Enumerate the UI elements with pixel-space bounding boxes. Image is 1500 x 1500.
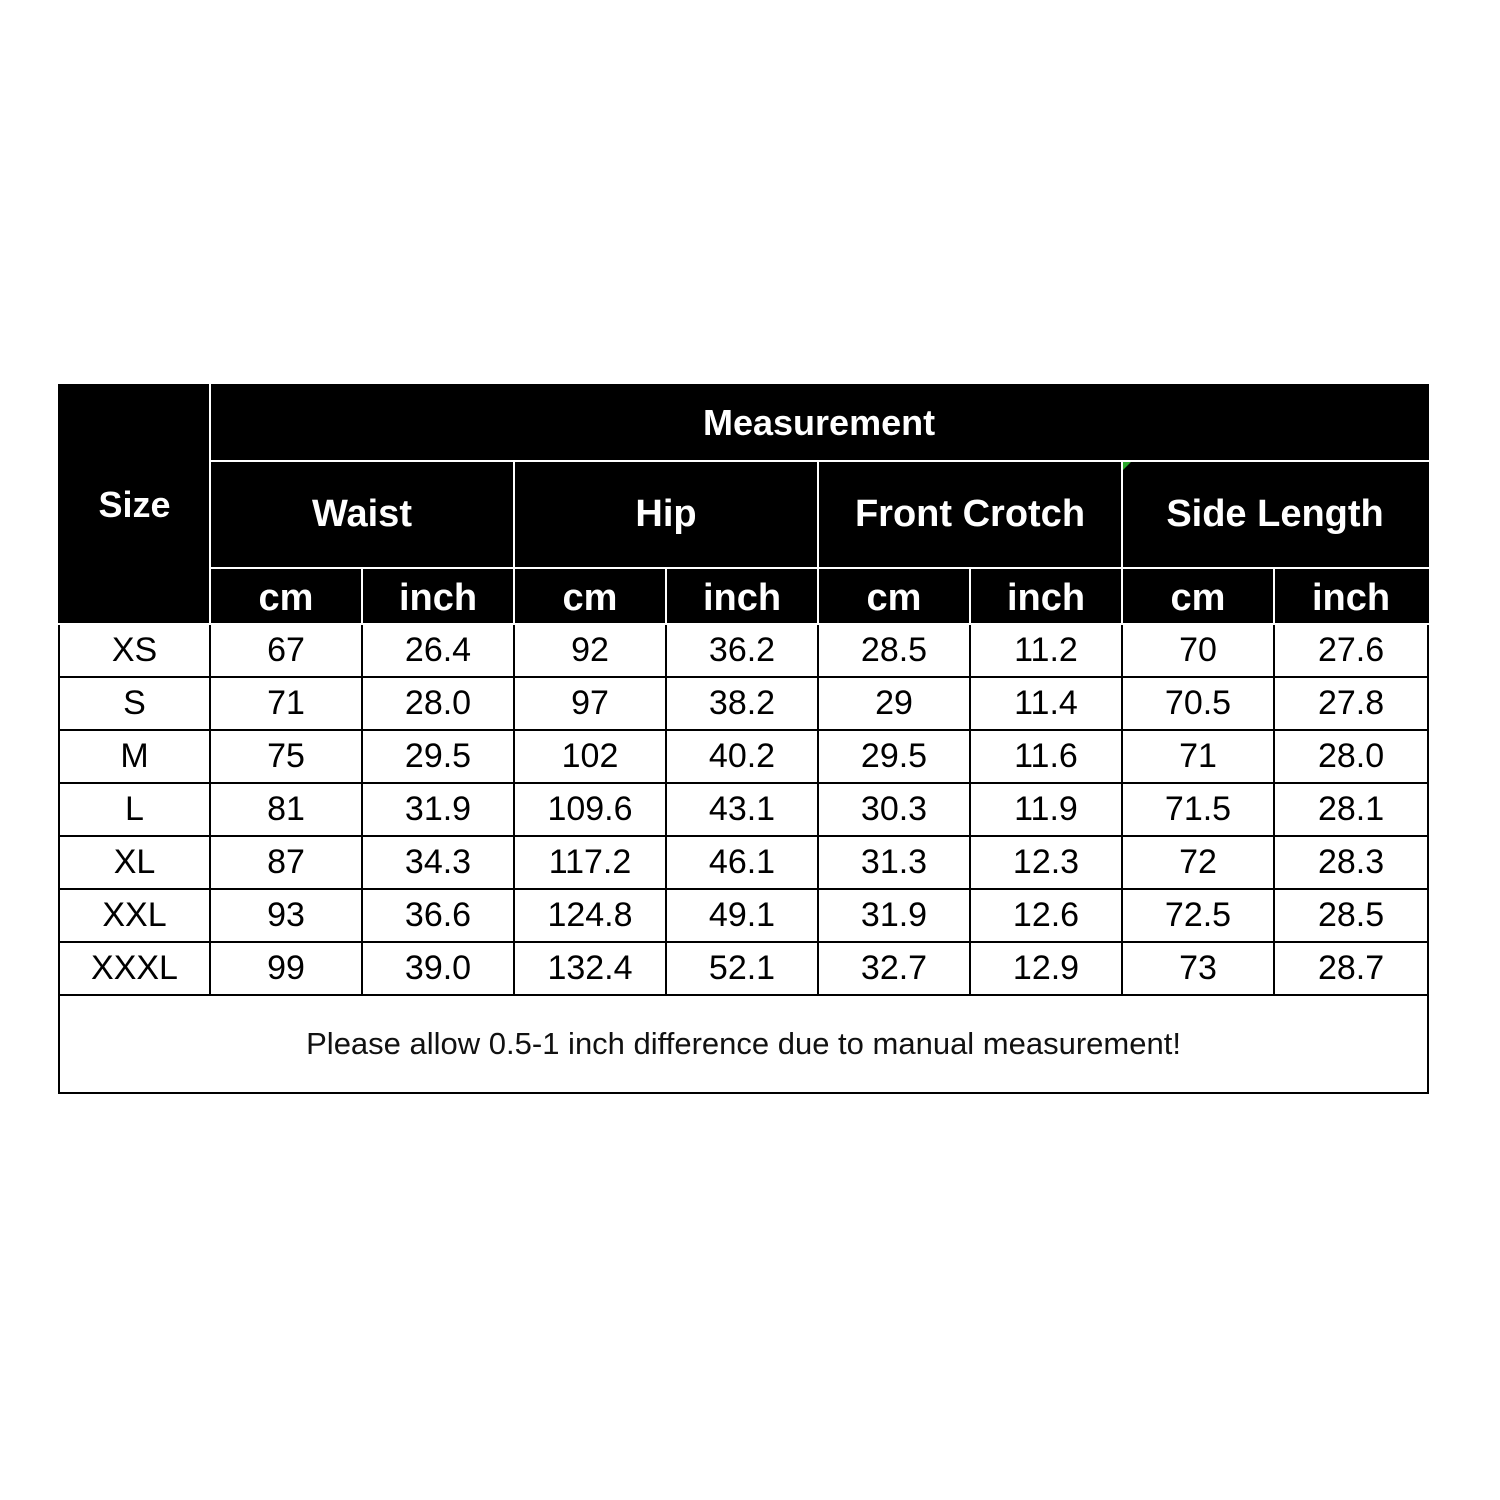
value-cell: 12.6	[970, 889, 1122, 942]
value-cell: 92	[514, 624, 666, 677]
measurement-note: Please allow 0.5-1 inch difference due to manual measurement!	[59, 995, 1428, 1093]
note-row	[59, 995, 1428, 1093]
measurement-header: Measurement	[210, 385, 1428, 461]
table-row	[59, 677, 1428, 730]
size-cell: XXL	[59, 889, 210, 942]
value-cell: 102	[514, 730, 666, 783]
table-row	[59, 783, 1428, 836]
value-cell: 31.9	[818, 889, 970, 942]
value-cell: 72.5	[1122, 889, 1274, 942]
value-cell: 81	[210, 783, 362, 836]
value-cell: 11.4	[970, 677, 1122, 730]
group-header-waist: Waist	[210, 461, 514, 568]
value-cell: 38.2	[666, 677, 818, 730]
value-cell: 32.7	[818, 942, 970, 995]
value-cell: 36.2	[666, 624, 818, 677]
value-cell: 31.9	[362, 783, 514, 836]
value-cell: 46.1	[666, 836, 818, 889]
value-cell: 26.4	[362, 624, 514, 677]
unit-header: cm	[210, 568, 362, 624]
value-cell: 75	[210, 730, 362, 783]
value-cell: 109.6	[514, 783, 666, 836]
value-cell: 70.5	[1122, 677, 1274, 730]
value-cell: 12.9	[970, 942, 1122, 995]
value-cell: 27.6	[1274, 624, 1428, 677]
value-cell: 97	[514, 677, 666, 730]
value-cell: 29.5	[818, 730, 970, 783]
value-cell: 11.2	[970, 624, 1122, 677]
value-cell: 28.1	[1274, 783, 1428, 836]
value-cell: 30.3	[818, 783, 970, 836]
table-header	[59, 385, 1428, 624]
value-cell: 67	[210, 624, 362, 677]
value-cell: 52.1	[666, 942, 818, 995]
value-cell: 11.6	[970, 730, 1122, 783]
unit-header: inch	[1274, 568, 1428, 624]
value-cell: 28.5	[818, 624, 970, 677]
value-cell: 124.8	[514, 889, 666, 942]
value-cell: 70	[1122, 624, 1274, 677]
unit-header: inch	[970, 568, 1122, 624]
size-cell: S	[59, 677, 210, 730]
value-cell: 27.8	[1274, 677, 1428, 730]
value-cell: 11.9	[970, 783, 1122, 836]
value-cell: 49.1	[666, 889, 818, 942]
value-cell: 28.0	[362, 677, 514, 730]
unit-header: inch	[362, 568, 514, 624]
table-row	[59, 836, 1428, 889]
value-cell: 93	[210, 889, 362, 942]
value-cell: 71	[1122, 730, 1274, 783]
value-cell: 71.5	[1122, 783, 1274, 836]
value-cell: 31.3	[818, 836, 970, 889]
table-row	[59, 889, 1428, 942]
size-column-header: Size	[59, 385, 210, 624]
value-cell: 73	[1122, 942, 1274, 995]
value-cell: 28.5	[1274, 889, 1428, 942]
unit-header: cm	[514, 568, 666, 624]
unit-header: cm	[1122, 568, 1274, 624]
size-chart-table	[58, 384, 1429, 1094]
value-cell: 39.0	[362, 942, 514, 995]
group-header-front-crotch: Front Crotch	[818, 461, 1122, 568]
group-header-hip: Hip	[514, 461, 818, 568]
size-cell: M	[59, 730, 210, 783]
value-cell: 36.6	[362, 889, 514, 942]
size-cell: XXXL	[59, 942, 210, 995]
value-cell: 34.3	[362, 836, 514, 889]
value-cell: 99	[210, 942, 362, 995]
value-cell: 28.3	[1274, 836, 1428, 889]
size-cell: XS	[59, 624, 210, 677]
value-cell: 87	[210, 836, 362, 889]
value-cell: 43.1	[666, 783, 818, 836]
table-body	[59, 624, 1428, 1093]
value-cell: 71	[210, 677, 362, 730]
value-cell: 29	[818, 677, 970, 730]
value-cell: 29.5	[362, 730, 514, 783]
size-cell: XL	[59, 836, 210, 889]
value-cell: 28.7	[1274, 942, 1428, 995]
group-header-side-length: Side Length	[1122, 461, 1428, 568]
unit-header: inch	[666, 568, 818, 624]
value-cell: 117.2	[514, 836, 666, 889]
value-cell: 132.4	[514, 942, 666, 995]
size-cell: L	[59, 783, 210, 836]
value-cell: 28.0	[1274, 730, 1428, 783]
value-cell: 72	[1122, 836, 1274, 889]
table-row	[59, 942, 1428, 995]
table-row	[59, 730, 1428, 783]
table-row	[59, 624, 1428, 677]
green-corner-mark	[1123, 462, 1131, 470]
value-cell: 40.2	[666, 730, 818, 783]
unit-header: cm	[818, 568, 970, 624]
value-cell: 12.3	[970, 836, 1122, 889]
